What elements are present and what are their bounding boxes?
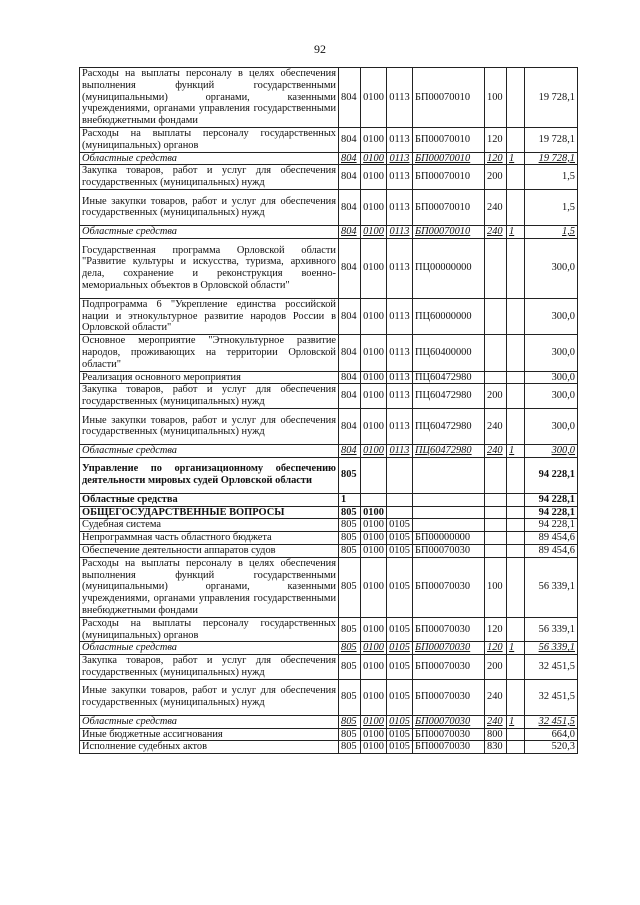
row-src (507, 298, 525, 334)
row-name: Судебная система (80, 519, 339, 532)
row-src (507, 506, 525, 519)
table-row (80, 544, 578, 557)
row-pr: 0105 (387, 715, 413, 728)
row-csr: БП00000000 (413, 532, 485, 545)
row-csr: БП00070010 (413, 68, 485, 128)
row-sum: 300,0 (525, 444, 578, 457)
row-rz: 0100 (361, 165, 387, 190)
row-vr: 100 (485, 557, 507, 617)
row-src (507, 493, 525, 506)
row-pr: 0113 (387, 189, 413, 225)
row-ved: 805 (339, 544, 361, 557)
row-src (507, 165, 525, 190)
row-csr (413, 519, 485, 532)
row-vr (485, 519, 507, 532)
budget-table (79, 67, 578, 754)
row-sum: 664,0 (525, 728, 578, 741)
row-vr (485, 532, 507, 545)
row-vr: 240 (485, 189, 507, 225)
row-rz: 0100 (361, 384, 387, 409)
row-name: Государственная программа Орловской области "Развитие культуры и искусства, туризма, архивного дела, сохранение и реконструкция военно-мемориальных объектов в Орловской области" (80, 238, 339, 298)
row-src (507, 408, 525, 444)
table-row (80, 493, 578, 506)
row-ved: 804 (339, 408, 361, 444)
row-rz: 0100 (361, 189, 387, 225)
row-sum: 32 451,5 (525, 679, 578, 715)
row-rz: 0100 (361, 715, 387, 728)
row-rz: 0100 (361, 152, 387, 165)
row-pr: 0105 (387, 557, 413, 617)
row-src (507, 68, 525, 128)
row-src (507, 655, 525, 680)
row-csr: ПЦ60472980 (413, 408, 485, 444)
row-ved: 804 (339, 371, 361, 384)
row-pr: 0105 (387, 728, 413, 741)
row-pr: 0113 (387, 444, 413, 457)
row-sum: 94 228,1 (525, 506, 578, 519)
row-ved: 804 (339, 444, 361, 457)
row-rz: 0100 (361, 532, 387, 545)
row-sum: 300,0 (525, 408, 578, 444)
row-src (507, 384, 525, 409)
row-pr (387, 506, 413, 519)
row-ved: 805 (339, 741, 361, 754)
row-rz: 0100 (361, 128, 387, 153)
row-csr (413, 493, 485, 506)
row-name: Областные средства (80, 444, 339, 457)
row-name: Расходы на выплаты персоналу в целях обеспечения выполнения функций государственными (муниципальными) органами, казенными учреждениями, органами управления государственными внебюджетными фондами (80, 557, 339, 617)
row-csr (413, 506, 485, 519)
table-row (80, 238, 578, 298)
row-sum: 300,0 (525, 335, 578, 371)
row-vr: 120 (485, 642, 507, 655)
row-rz: 0100 (361, 544, 387, 557)
row-vr: 120 (485, 128, 507, 153)
row-sum: 56 339,1 (525, 557, 578, 617)
row-ved: 804 (339, 238, 361, 298)
table-row (80, 384, 578, 409)
row-src (507, 335, 525, 371)
row-ved: 804 (339, 165, 361, 190)
row-csr: ПЦ60472980 (413, 371, 485, 384)
row-csr: БП00070030 (413, 741, 485, 754)
row-rz: 0100 (361, 506, 387, 519)
row-src (507, 728, 525, 741)
row-vr (485, 335, 507, 371)
row-name: Областные средства (80, 642, 339, 655)
row-ved: 804 (339, 298, 361, 334)
row-name: Иные закупки товаров, работ и услуг для обеспечения государственных (муниципальных) нужд (80, 679, 339, 715)
row-src (507, 128, 525, 153)
row-rz: 0100 (361, 741, 387, 754)
row-sum: 19 728,1 (525, 68, 578, 128)
row-ved: 805 (339, 506, 361, 519)
row-name: Иные закупки товаров, работ и услуг для обеспечения государственных (муниципальных) нужд (80, 189, 339, 225)
row-pr (387, 457, 413, 493)
row-ved: 804 (339, 68, 361, 128)
row-vr (485, 544, 507, 557)
row-sum: 520,3 (525, 741, 578, 754)
row-name: Областные средства (80, 152, 339, 165)
row-rz: 0100 (361, 408, 387, 444)
row-sum: 32 451,5 (525, 715, 578, 728)
row-pr: 0113 (387, 128, 413, 153)
row-ved: 804 (339, 335, 361, 371)
table-row (80, 68, 578, 128)
row-sum: 1,5 (525, 165, 578, 190)
row-ved: 804 (339, 384, 361, 409)
row-rz: 0100 (361, 444, 387, 457)
row-sum: 89 454,6 (525, 532, 578, 545)
row-csr: ПЦ60000000 (413, 298, 485, 334)
row-sum: 89 454,6 (525, 544, 578, 557)
row-name: ОБЩЕГОСУДАРСТВЕННЫЕ ВОПРОСЫ (80, 506, 339, 519)
row-rz: 0100 (361, 728, 387, 741)
row-pr: 0105 (387, 679, 413, 715)
row-vr (485, 371, 507, 384)
row-ved: 805 (339, 457, 361, 493)
row-src (507, 741, 525, 754)
row-src (507, 371, 525, 384)
table-row (80, 741, 578, 754)
row-csr: БП00070030 (413, 617, 485, 642)
row-rz: 0100 (361, 617, 387, 642)
row-name: Расходы на выплаты персоналу в целях обеспечения выполнения функций государственными (муниципальными) органами, казенными учреждениями, органами управления государственными внебюджетными фондами (80, 68, 339, 128)
table-row (80, 298, 578, 334)
row-sum: 94 228,1 (525, 519, 578, 532)
row-pr: 0105 (387, 544, 413, 557)
row-vr: 830 (485, 741, 507, 754)
table-row (80, 642, 578, 655)
row-rz: 0100 (361, 655, 387, 680)
row-csr: БП00070010 (413, 165, 485, 190)
row-rz: 0100 (361, 642, 387, 655)
row-src (507, 457, 525, 493)
row-pr: 0105 (387, 642, 413, 655)
row-name: Областные средства (80, 715, 339, 728)
row-name: Исполнение судебных актов (80, 741, 339, 754)
row-pr: 0105 (387, 741, 413, 754)
row-src (507, 617, 525, 642)
row-sum: 94 228,1 (525, 457, 578, 493)
row-ved: 804 (339, 128, 361, 153)
row-csr: ПЦ00000000 (413, 238, 485, 298)
row-rz: 0100 (361, 298, 387, 334)
table-row (80, 128, 578, 153)
row-vr (485, 238, 507, 298)
table-row (80, 617, 578, 642)
row-csr: БП00070030 (413, 728, 485, 741)
row-src: 1 (507, 642, 525, 655)
row-pr: 0113 (387, 384, 413, 409)
table-row (80, 152, 578, 165)
row-name: Областные средства (80, 225, 339, 238)
row-pr: 0105 (387, 519, 413, 532)
row-sum: 300,0 (525, 298, 578, 334)
row-rz: 0100 (361, 679, 387, 715)
row-ved: 805 (339, 532, 361, 545)
row-rz: 0100 (361, 335, 387, 371)
row-sum: 19 728,1 (525, 152, 578, 165)
row-rz: 0100 (361, 225, 387, 238)
row-name: Иные бюджетные ассигнования (80, 728, 339, 741)
table-row (80, 519, 578, 532)
row-sum: 56 339,1 (525, 617, 578, 642)
row-vr: 200 (485, 655, 507, 680)
row-csr: БП00070010 (413, 225, 485, 238)
row-rz: 0100 (361, 238, 387, 298)
row-name: Непрограммная часть областного бюджета (80, 532, 339, 545)
row-vr: 240 (485, 408, 507, 444)
row-csr: БП00070030 (413, 655, 485, 680)
row-ved: 804 (339, 189, 361, 225)
row-pr: 0113 (387, 335, 413, 371)
row-csr: ПЦ60472980 (413, 444, 485, 457)
row-src (507, 238, 525, 298)
row-vr: 240 (485, 715, 507, 728)
row-ved: 805 (339, 557, 361, 617)
row-name: Подпрограмма 6 "Укрепление единства российской нации и этнокультурное развитие народов России в Орловской области" (80, 298, 339, 334)
table-row (80, 715, 578, 728)
table-row (80, 557, 578, 617)
table-row (80, 532, 578, 545)
row-src (507, 557, 525, 617)
row-pr: 0113 (387, 238, 413, 298)
row-csr: БП00070030 (413, 557, 485, 617)
row-csr: ПЦ60400000 (413, 335, 485, 371)
row-src (507, 544, 525, 557)
row-vr (485, 298, 507, 334)
row-name: Закупка товаров, работ и услуг для обеспечения государственных (муниципальных) нужд (80, 655, 339, 680)
row-csr: БП00070030 (413, 642, 485, 655)
row-vr (485, 457, 507, 493)
row-name: Расходы на выплаты персоналу государственных (муниципальных) органов (80, 128, 339, 153)
row-sum: 300,0 (525, 384, 578, 409)
row-ved: 804 (339, 152, 361, 165)
row-name: Закупка товаров, работ и услуг для обеспечения государственных (муниципальных) нужд (80, 165, 339, 190)
table-row (80, 165, 578, 190)
row-rz: 0100 (361, 557, 387, 617)
row-rz: 0100 (361, 68, 387, 128)
row-csr: БП00070030 (413, 715, 485, 728)
table-row (80, 728, 578, 741)
page-number: 92 (314, 42, 326, 56)
row-vr (485, 506, 507, 519)
row-sum: 94 228,1 (525, 493, 578, 506)
row-sum: 300,0 (525, 371, 578, 384)
table-row (80, 408, 578, 444)
row-ved: 804 (339, 225, 361, 238)
row-ved: 805 (339, 519, 361, 532)
table-row (80, 371, 578, 384)
row-csr: БП00070030 (413, 544, 485, 557)
row-sum: 19 728,1 (525, 128, 578, 153)
row-pr: 0105 (387, 617, 413, 642)
row-src (507, 519, 525, 532)
table-row (80, 506, 578, 519)
row-ved: 805 (339, 679, 361, 715)
row-vr: 240 (485, 225, 507, 238)
budget-table-body (80, 68, 578, 754)
row-pr: 0113 (387, 408, 413, 444)
row-csr: ПЦ60472980 (413, 384, 485, 409)
row-name: Реализация основного мероприятия (80, 371, 339, 384)
row-pr: 0113 (387, 225, 413, 238)
row-pr: 0113 (387, 152, 413, 165)
row-sum: 300,0 (525, 238, 578, 298)
row-ved: 805 (339, 655, 361, 680)
row-src (507, 679, 525, 715)
table-row (80, 444, 578, 457)
row-csr: БП00070010 (413, 189, 485, 225)
row-name: Обеспечение деятельности аппаратов судов (80, 544, 339, 557)
row-sum: 32 451,5 (525, 655, 578, 680)
row-ved: 805 (339, 715, 361, 728)
row-ved: 805 (339, 617, 361, 642)
row-pr (387, 493, 413, 506)
row-sum: 1,5 (525, 225, 578, 238)
table-row (80, 335, 578, 371)
row-src: 1 (507, 225, 525, 238)
row-csr: БП00070010 (413, 128, 485, 153)
table-row (80, 457, 578, 493)
row-vr: 120 (485, 617, 507, 642)
row-ved: 805 (339, 728, 361, 741)
row-rz (361, 457, 387, 493)
row-ved: 805 (339, 642, 361, 655)
row-pr: 0105 (387, 532, 413, 545)
row-csr (413, 457, 485, 493)
row-vr: 120 (485, 152, 507, 165)
row-sum: 1,5 (525, 189, 578, 225)
row-rz: 0100 (361, 371, 387, 384)
row-name: Областные средства (80, 493, 339, 506)
row-name: Закупка товаров, работ и услуг для обеспечения государственных (муниципальных) нужд (80, 384, 339, 409)
row-pr: 0113 (387, 371, 413, 384)
row-rz (361, 493, 387, 506)
row-vr: 800 (485, 728, 507, 741)
row-vr (485, 493, 507, 506)
row-name: Иные закупки товаров, работ и услуг для обеспечения государственных (муниципальных) нужд (80, 408, 339, 444)
row-vr: 240 (485, 679, 507, 715)
row-pr: 0113 (387, 298, 413, 334)
table-row (80, 225, 578, 238)
row-src (507, 532, 525, 545)
table-row (80, 655, 578, 680)
row-vr: 200 (485, 165, 507, 190)
row-pr: 0113 (387, 165, 413, 190)
table-row (80, 189, 578, 225)
row-csr: БП00070010 (413, 152, 485, 165)
row-name: Управление по организационному обеспечению деятельности мировых судей Орловской области (80, 457, 339, 493)
row-vr: 100 (485, 68, 507, 128)
row-name: Основное мероприятие "Этнокультурное развитие народов, проживающих на территории Орловской области" (80, 335, 339, 371)
row-ved: 1 (339, 493, 361, 506)
row-sum: 56 339,1 (525, 642, 578, 655)
row-rz: 0100 (361, 519, 387, 532)
row-vr: 240 (485, 444, 507, 457)
row-csr: БП00070030 (413, 679, 485, 715)
row-pr: 0105 (387, 655, 413, 680)
row-src: 1 (507, 444, 525, 457)
row-pr: 0113 (387, 68, 413, 128)
row-vr: 200 (485, 384, 507, 409)
row-src: 1 (507, 152, 525, 165)
table-row (80, 679, 578, 715)
row-name: Расходы на выплаты персоналу государственных (муниципальных) органов (80, 617, 339, 642)
row-src: 1 (507, 715, 525, 728)
row-src (507, 189, 525, 225)
